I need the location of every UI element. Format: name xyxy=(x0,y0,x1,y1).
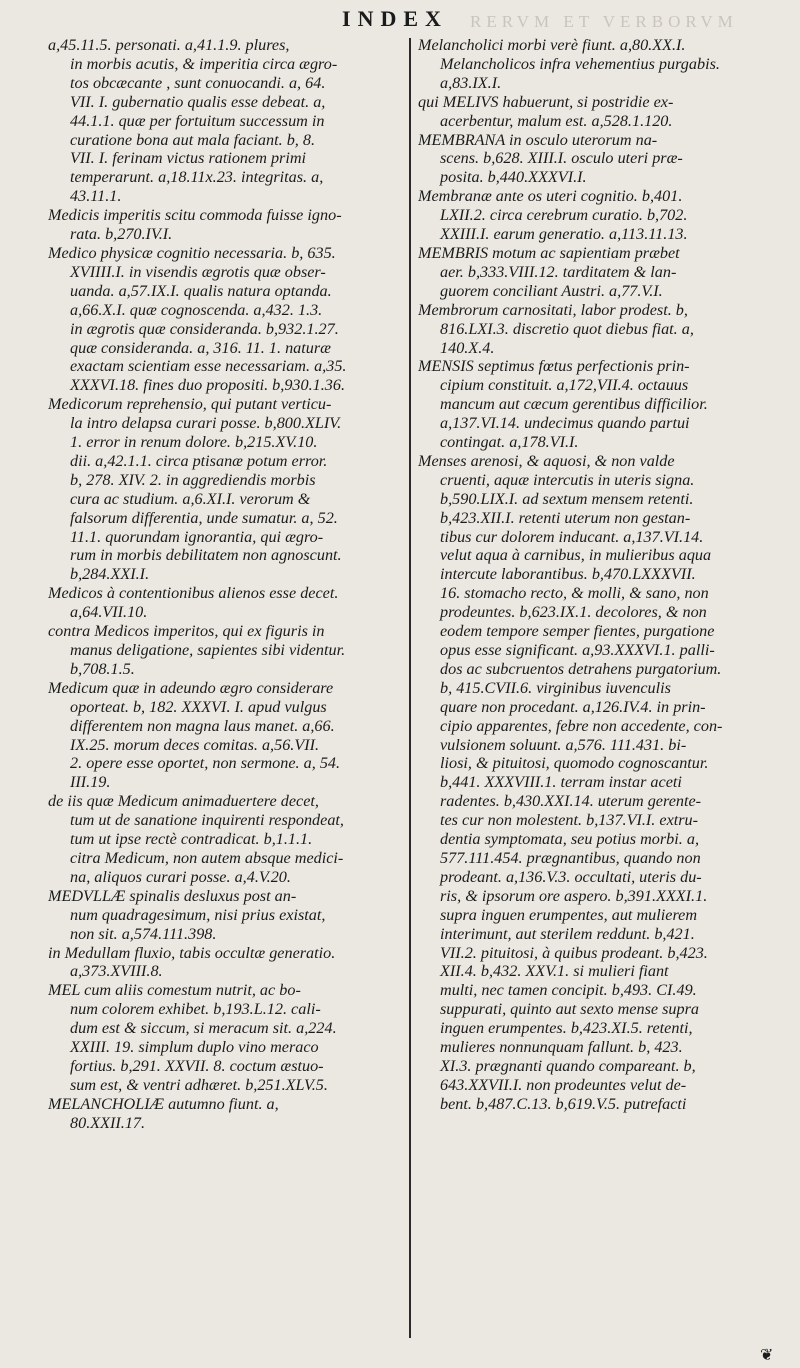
index-line: quæ consideranda. a, 316. 11. 1. naturæ xyxy=(70,338,331,357)
index-line: suppurati, quinto aut sexto mense supra xyxy=(440,1000,699,1019)
index-line: Melancholicos infra vehementius purgabis. xyxy=(440,54,720,73)
index-line: eodem tempore semper fientes, purgatione xyxy=(440,622,715,641)
index-entry xyxy=(48,981,408,1094)
index-line: liosi, & pituitosi, quomodo cognoscantur. xyxy=(440,754,709,773)
index-entry xyxy=(418,131,780,188)
index-line: 140.X.4. xyxy=(440,338,495,357)
index-line: temperarunt. a,18.11x.23. integritas. a, xyxy=(70,168,324,187)
index-line: 44.1.1. quæ per fortuitum successum in xyxy=(70,111,325,130)
right-column xyxy=(418,36,780,1114)
index-line: Medicis imperitis scitu commoda fuisse igno- xyxy=(48,206,342,225)
index-line: rata. b,270.IV.I. xyxy=(70,225,173,244)
index-line: a,64.VII.10. xyxy=(70,603,148,622)
index-line: Membrorum carnositati, labor prodest. b, xyxy=(418,300,688,319)
index-entry xyxy=(418,93,780,131)
index-line: oporteat. b, 182. XXXVI. I. apud vulgus xyxy=(70,697,327,716)
index-line: b, 415.CVII.6. virginibus iuvenculis xyxy=(440,678,671,697)
index-line: MEMBRIS motum ac sapientiam præbet xyxy=(418,243,680,262)
index-entry xyxy=(48,679,408,792)
index-line: Medicos à contentionibus alienos esse decet. xyxy=(48,584,339,603)
index-line: a,137.VI.14. undecimus quando partui xyxy=(440,414,690,433)
index-line: in Medullam fluxio, tabis occultæ generatio. xyxy=(48,943,336,962)
index-line: b,284.XXI.I. xyxy=(70,565,150,584)
index-line: a,45.11.5. personati. a,41.1.9. plures, xyxy=(48,36,290,54)
index-line: guorem conciliant Austri. a,77.V.I. xyxy=(440,281,663,300)
index-entry xyxy=(48,244,408,395)
index-line: in ægrotis quæ consideranda. b,932.1.27. xyxy=(70,319,339,338)
index-line: dos ac subcruentos detrahens purgatorium. xyxy=(440,659,722,678)
index-entry xyxy=(48,395,408,584)
index-entry xyxy=(418,357,780,452)
index-line: multi, nec tamen concipit. b,493. CI.49. xyxy=(440,981,697,1000)
index-line: IX.25. morum deces comitas. a,56.VII. xyxy=(70,735,320,754)
index-line: b,441. XXXVIII.1. terram instar aceti xyxy=(440,773,682,792)
column-divider xyxy=(409,38,411,1338)
index-line: 816.LXI.3. discretio quot diebus fiat. a, xyxy=(440,319,694,338)
index-line: interimunt, aut sterilem reddunt. b,421. xyxy=(440,924,695,943)
index-line: b,708.1.5. xyxy=(70,659,135,678)
index-line: Menses arenosi, & aquosi, & non valde xyxy=(418,451,675,470)
index-line: tos obcæcante , sunt conuocandi. a, 64. xyxy=(70,73,326,92)
index-line: VII.2. pituitosi, à quibus prodeant. b,423. xyxy=(440,943,708,962)
index-line: MELANCHOLIÆ autumno fiunt. a, xyxy=(48,1094,279,1113)
index-line: Medicorum reprehensio, qui putant verticu- xyxy=(48,395,332,414)
index-entry xyxy=(48,944,408,982)
index-entry xyxy=(48,1095,408,1133)
index-line: XII.4. b,432. XXV.1. si mulieri fiant xyxy=(440,962,669,981)
index-line: cipium constituit. a,172,VII.4. octauus xyxy=(440,376,689,395)
index-line: contingat. a,178.VI.I. xyxy=(440,433,579,452)
index-entry xyxy=(418,452,780,1114)
index-line: in morbis acutis, & imperitia circa ægro- xyxy=(70,54,338,73)
index-line: 577.111.454. prægnantibus, quando non xyxy=(440,848,701,867)
index-line: XXIII. 19. simplum duplo vino meraco xyxy=(70,1038,319,1057)
index-line: tibus cur dolorem inducant. a,137.VI.14. xyxy=(440,527,704,546)
index-line: XXXVI.18. fines duo propositi. b,930.1.36. xyxy=(70,376,346,395)
index-line: scens. b,628. XIII.I. osculo uteri præ- xyxy=(440,149,683,168)
index-line: dii. a,42.1.1. circa ptisanæ potum error. xyxy=(70,451,328,470)
index-line: curatione bona aut mala faciant. b, 8. xyxy=(70,130,316,149)
index-line: bent. b,487.C.13. b,619.V.5. putrefacti xyxy=(440,1094,687,1113)
index-entry xyxy=(48,584,408,622)
index-line: a,83.IX.I. xyxy=(440,73,502,92)
ornament-icon: ❦ xyxy=(760,1345,774,1364)
index-line: VII. I. gubernatio qualis esse debeat. a, xyxy=(70,92,326,111)
index-line: b,590.LIX.I. ad sextum mensem retenti. xyxy=(440,489,694,508)
index-line: velut aqua à carnibus, in mulieribus aqua xyxy=(440,546,712,565)
index-line: Medicum quæ in adeundo ægro considerare xyxy=(48,678,334,697)
index-line: MEDVLLÆ spinalis desluxus post an- xyxy=(48,886,297,905)
index-line: de iis quæ Medicum animaduertere decet, xyxy=(48,792,319,811)
index-entry xyxy=(418,187,780,244)
index-line: prodeant. a,136.V.3. occultati, uteris du- xyxy=(440,867,702,886)
index-line: aer. b,333.VIII.12. tarditatem & lan- xyxy=(440,262,677,281)
index-line: tum ut ipse rectè contradicat. b,1.1.1. xyxy=(70,830,313,849)
page-title: INDEX xyxy=(342,6,448,31)
index-line: prodeuntes. b,623.IX.1. decolores, & non xyxy=(440,603,707,622)
index-line: falsorum differentia, unde sumatur. a, 52. xyxy=(70,508,338,527)
index-line: dentia symptomata, seu potius morbi. a, xyxy=(440,830,699,849)
index-line: 80.XXII.17. xyxy=(70,1113,146,1132)
index-entry xyxy=(48,622,408,679)
index-line: exactam scientiam esse necessariam. a,35. xyxy=(70,357,347,376)
index-line: b,423.XII.I. retenti uterum non gestan- xyxy=(440,508,691,527)
index-line: qui MELIVS habuerunt, si postridie ex- xyxy=(418,92,674,111)
index-line: Medico physicæ cognitio necessaria. b, 635. xyxy=(48,243,336,262)
index-entry xyxy=(418,36,780,93)
index-line: b, 278. XIV. 2. in aggrediendis morbis xyxy=(70,470,316,489)
index-line: 643.XXVII.I. non prodeuntes velut de- xyxy=(440,1075,687,1094)
index-line: 11.1. quorundam ignorantia, qui ægro- xyxy=(70,527,324,546)
index-entry xyxy=(48,792,408,887)
index-line: a,373.XVIII.8. xyxy=(70,962,163,981)
page-header xyxy=(0,6,800,30)
index-line: mulieres nonnunquam fallunt. b, 423. xyxy=(440,1038,683,1057)
index-line: XXIII.I. earum generatio. a,113.11.13. xyxy=(440,225,688,244)
index-line: VII. I. ferinam victus rationem primi xyxy=(70,149,307,168)
index-line: 16. stomacho recto, & molli, & sano, non xyxy=(440,584,709,603)
index-entry xyxy=(418,301,780,358)
index-line: quare non procedant. a,126.IV.4. in prin- xyxy=(440,697,706,716)
index-line: na, aliquos curari posse. a,4.V.20. xyxy=(70,867,291,886)
index-line: a,66.X.I. quæ cognoscenda. a,432. 1.3. xyxy=(70,300,323,319)
index-line: Membranæ ante os uteri cognitio. b,401. xyxy=(418,187,683,206)
index-line: ris, & ipsorum ore aspero. b,391.XXXI.1. xyxy=(440,886,708,905)
index-entry xyxy=(418,244,780,301)
index-line: la intro delapsa curari posse. b,800.XLIV. xyxy=(70,414,342,433)
index-line: acerbentur, malum est. a,528.1.120. xyxy=(440,111,673,130)
index-entry xyxy=(48,206,408,244)
index-line: MENSIS septimus fœtus perfectionis prin- xyxy=(418,357,690,376)
index-line: XI.3. prægnanti quando compareant. b, xyxy=(440,1056,696,1075)
index-line: num quadragesimum, nisi prius existat, xyxy=(70,905,326,924)
index-entry xyxy=(48,887,408,944)
index-line: intercute laborantibus. b,470.LXXXVII. xyxy=(440,565,696,584)
index-line: inguen erumpentes. b,423.XI.5. retenti, xyxy=(440,1019,693,1038)
index-line: 2. opere esse oportet, non sermone. a, 54. xyxy=(70,754,341,773)
index-line: XVIIII.I. in visendis ægrotis quæ obser- xyxy=(70,262,326,281)
index-line: 43.11.1. xyxy=(70,187,122,206)
index-line: citra Medicum, non autem absque medici- xyxy=(70,848,344,867)
index-line: contra Medicos imperitos, qui ex figuris in xyxy=(48,622,325,641)
index-line: LXII.2. circa cerebrum curatio. b,702. xyxy=(440,206,688,225)
index-line: MEL cum aliis comestum nutrit, ac bo- xyxy=(48,981,301,1000)
index-line: dum est & siccum, si meracum sit. a,224. xyxy=(70,1019,337,1038)
left-column xyxy=(48,36,408,1133)
index-line: posita. b,440.XXXVI.I. xyxy=(440,168,587,187)
index-line: radentes. b,430.XXI.14. uterum gerente- xyxy=(440,792,702,811)
index-entry xyxy=(48,36,408,206)
index-line: Melancholici morbi verè fiunt. a,80.XX.I. xyxy=(418,36,686,54)
index-line: sum est, & ventri adhæret. b,251.XLV.5. xyxy=(70,1075,328,1094)
index-line: 1. error in renum dolore. b,215.XV.10. xyxy=(70,433,318,452)
index-line: MEMBRANA in osculo uterorum na- xyxy=(418,130,658,149)
index-line: supra inguen erumpentes, aut mulierem xyxy=(440,905,698,924)
index-line: non sit. a,574.111.398. xyxy=(70,924,217,943)
index-line: mancum aut cæcum gerentibus difficilior. xyxy=(440,395,708,414)
index-line: cruenti, aquæ intercutis in uteris signa. xyxy=(440,470,695,489)
index-line: cipio apparentes, febre non accedente, con- xyxy=(440,716,723,735)
index-line: cura ac studium. a,6.XI.I. verorum & xyxy=(70,489,311,508)
index-line: num colorem exhibet. b,193.L.12. cali- xyxy=(70,1000,321,1019)
index-line: uanda. a,57.IX.I. qualis natura optanda. xyxy=(70,281,332,300)
index-line: tum ut de sanatione inquirenti respondeat, xyxy=(70,811,344,830)
index-line: differentem non magna laus manet. a,66. xyxy=(70,716,335,735)
bleed-through-text: RERVM ET VERBORVM xyxy=(470,12,738,31)
index-line: vulsionem soluunt. a,576. 111.431. bi- xyxy=(440,735,687,754)
index-line: fortius. b,291. XXVII. 8. coctum æstuo- xyxy=(70,1056,324,1075)
index-line: rum in morbis debilitatem non agnoscunt. xyxy=(70,546,342,565)
index-line: tes cur non molestent. b,137.VI.I. extru- xyxy=(440,811,699,830)
index-line: III.19. xyxy=(70,773,111,792)
index-line: opus esse significant. a,93.XXXVI.1. palli- xyxy=(440,641,715,659)
index-line: manus deligatione, sapientes sibi videntur. xyxy=(70,641,346,659)
